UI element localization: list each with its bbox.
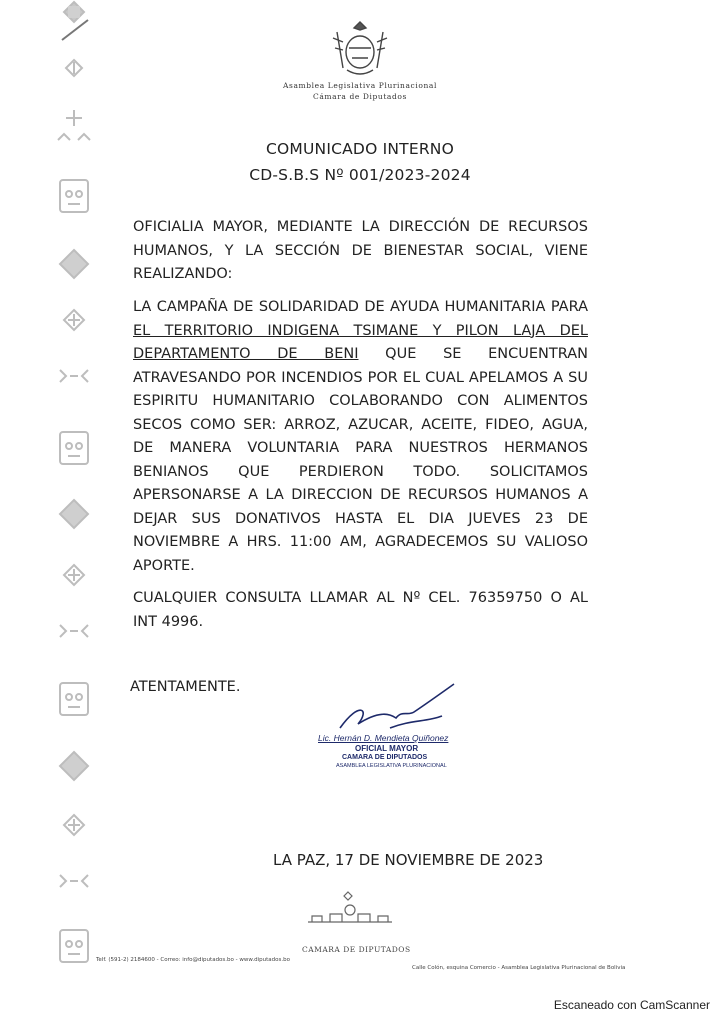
body-underlined-location: EL TERRITORIO INDIGENA TSIMANE Y PILON LAJA DEL DEPARTAMENTO DE BENI [133, 322, 588, 362]
footer-logo-icon [300, 890, 400, 938]
intro-paragraph: OFICIALIA MAYOR, MEDIANTE LA DIRECCIÓN DE RECURSOS HUMANOS, Y LA SECCIÓN DE BIENESTAR SOCIAL, VIENE REALIZANDO: [133, 219, 588, 282]
decorative-border-strip [48, 0, 100, 970]
handwritten-signature-icon [330, 680, 470, 740]
footer-address: Calle Colón, esquina Comercio - Asamblea Legislativa Plurinacional de Bolivia [412, 965, 626, 971]
document-date: LA PAZ, 17 DE NOVIEMBRE DE 2023 [273, 851, 544, 869]
scanner-watermark: Escaneado con CamScanner [553, 998, 710, 1012]
org-name-line2: Cámara de Diputados [313, 92, 407, 101]
body-paragraph [133, 296, 588, 578]
contact-paragraph: CUALQUIER CONSULTA LLAMAR AL Nº CEL. 76359750 O AL INT 4996. [133, 590, 588, 630]
org-name-line1: Asamblea Legislativa Plurinacional [283, 81, 437, 90]
signatory-organization: ASAMBLEA LEGISLATIVA PLURINACIONAL [336, 763, 447, 769]
body-text-rest: QUE SE ENCUENTRAN ATRAVESANDO POR INCENDIOS POR EL CUAL APELAMOS A SU ESPIRITU HUMANITARIO COLABORANDO CON ALIMENTOS SECOS COMO SER: ARROZ, AZUCAR, ACEITE, FIDEO, AGUA, DE MANERA VOLUNTARIA PARA NUESTROS HERMANOS BENIANOS QUE PERDIERON TODO. SOLICITAMOS APERSONARSE A LA DIRECCION DE RECURSOS HUMANOS A DEJAR SUS DONATIVOS HASTA EL DIA JUEVES 23 DE NOVIEMBRE A HRS. 11:00 AM, AGRADECEMOS SU VALIOSO APORTE. [133, 346, 588, 574]
body-text-start: LA CAMPAÑA DE SOLIDARIDAD DE AYUDA HUMANITARIA PARA [133, 299, 588, 315]
document-reference: CD-S.B.S Nº 001/2023-2024 [249, 166, 471, 184]
coat-of-arms-icon [325, 18, 395, 80]
footer-contact-info: Telf. (591-2) 2184600 - Correo: info@diputados.bo - www.diputados.bo [96, 957, 290, 963]
cross-motif-icon [64, 2, 84, 22]
footer-logo-text: CAMARA DE DIPUTADOS [302, 945, 411, 954]
signatory-role: OFICIAL MAYOR [355, 744, 419, 753]
document-title: COMUNICADO INTERNO [266, 140, 454, 158]
signatory-department: CAMARA DE DIPUTADOS [342, 754, 428, 761]
signatory-name: Lic. Hernán D. Mendieta Quiñonez [318, 733, 449, 743]
closing-salutation: ATENTAMENTE. [130, 679, 241, 695]
document-header [250, 18, 470, 102]
